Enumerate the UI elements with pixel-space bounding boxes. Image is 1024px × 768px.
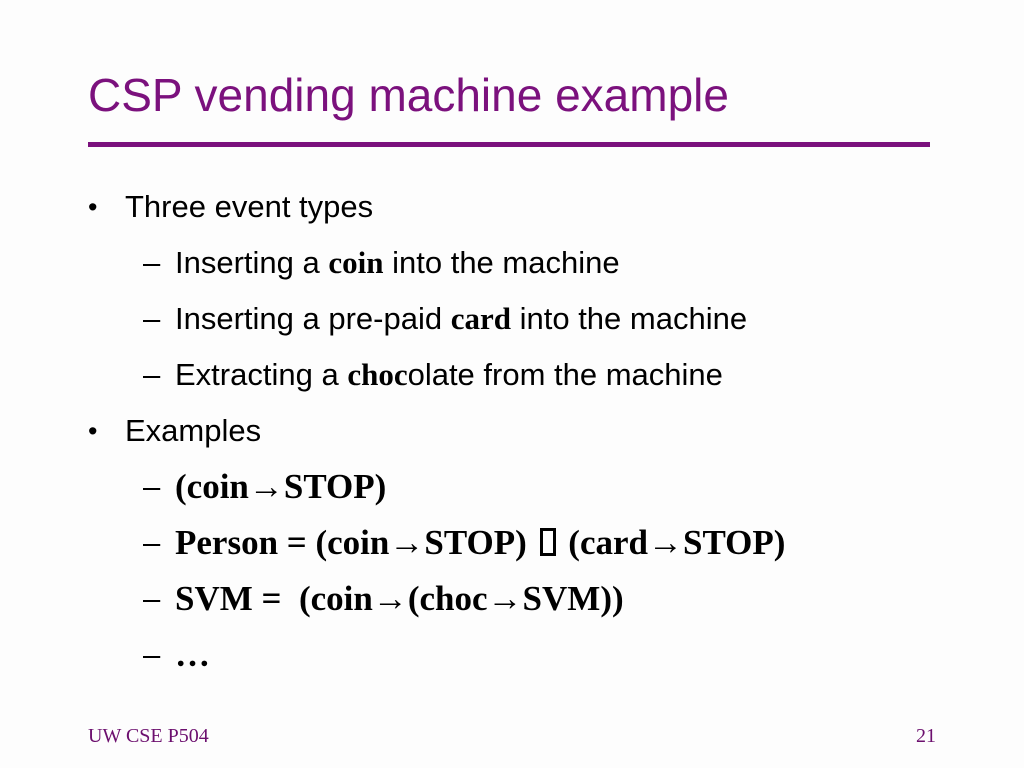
slide-body: [88, 179, 958, 683]
csp-expression: Person = (coin→STOP) (card→STOP): [175, 523, 786, 562]
sub-bullet-text: Extracting a chocolate from the machine: [175, 357, 723, 392]
keyword-coin: coin: [328, 245, 384, 280]
dash-marker: –: [143, 469, 161, 504]
dash-marker: –: [143, 357, 161, 392]
expression-person-choice: [88, 515, 958, 571]
missing-glyph-box-icon: [540, 528, 556, 556]
sub-bullet-extract-choc: [88, 347, 958, 403]
csp-expression: (coin→STOP): [175, 467, 387, 506]
csp-expression: …: [175, 635, 210, 674]
sub-bullet-text: Inserting a pre-paid card into the machine: [175, 301, 748, 336]
bullet-item-examples: [88, 403, 958, 459]
footer-page-number: 21: [916, 725, 936, 747]
dash-marker: –: [143, 245, 161, 280]
bullet-marker: •: [88, 415, 98, 446]
dash-marker: –: [143, 581, 161, 616]
slide-footer: [88, 725, 936, 748]
keyword-choc: choc: [347, 357, 408, 392]
csp-expression: SVM = (coin→(choc→SVM)): [175, 579, 624, 618]
slide-title: CSP vending machine example: [88, 69, 729, 121]
expression-coin-stop: [88, 459, 958, 515]
bullet-text: Three event types: [125, 189, 374, 224]
dash-marker: –: [143, 525, 161, 560]
expression-svm-recursive: [88, 571, 958, 627]
bullet-marker: •: [88, 191, 98, 222]
dash-marker: –: [143, 301, 161, 336]
bullet-item-three-event-types: [88, 179, 958, 235]
footer-course-label: UW CSE P504: [88, 725, 209, 747]
sub-bullet-insert-coin: [88, 235, 958, 291]
expression-ellipsis: [88, 627, 958, 683]
sub-bullet-insert-card: [88, 291, 958, 347]
title-underline: [88, 142, 930, 147]
bullet-text: Examples: [125, 413, 262, 448]
sub-bullet-text: Inserting a coin into the machine: [175, 245, 620, 280]
keyword-card: card: [450, 301, 511, 336]
dash-marker: –: [143, 637, 161, 672]
